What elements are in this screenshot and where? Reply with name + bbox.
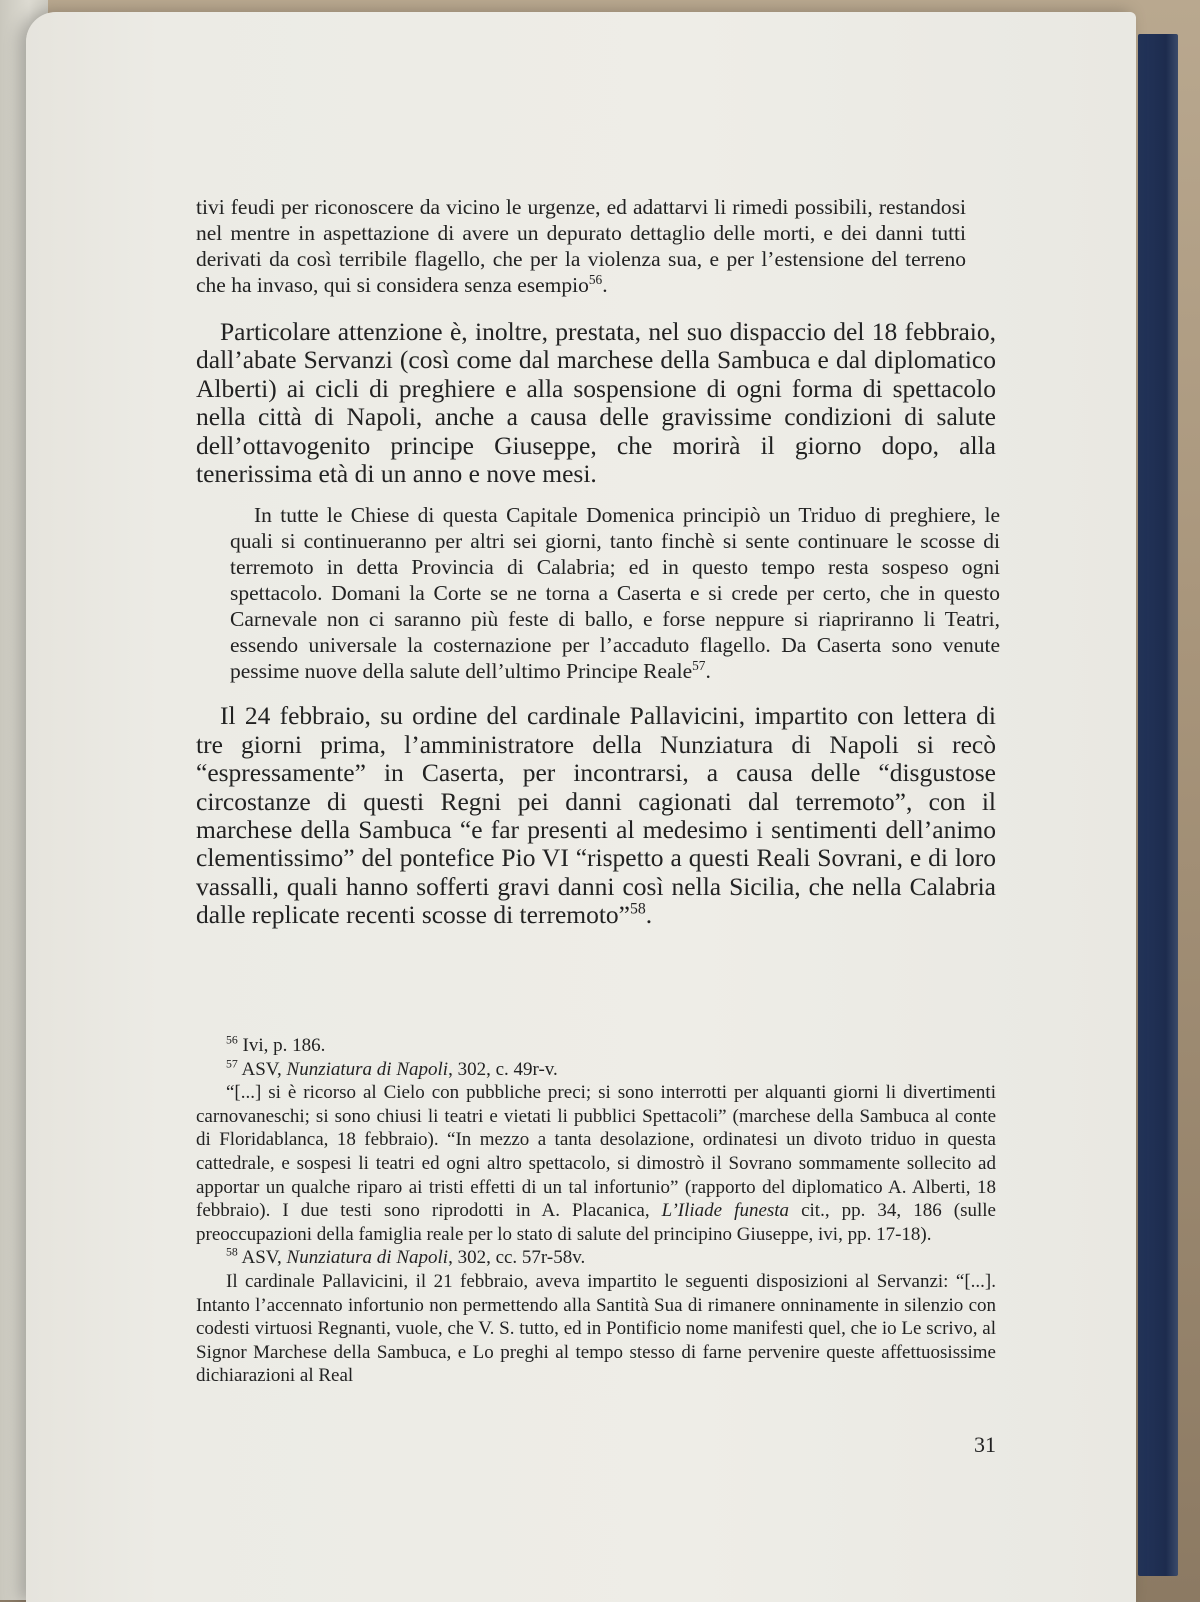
footnote-56: $^{56}$ Ivi, p. 186. [226, 1033, 326, 1056]
page-number: 31 [974, 1432, 996, 1457]
footnote-ref-58: 58 [630, 900, 646, 918]
footnote-ref-57: 57 [692, 658, 706, 674]
footnote-57-body: “[...] si è ricorso al Cielo con pubbliche preci; si sono interrotti per alquanti giorni li divertimenti carnovaneschi; si sono chiusi li teatri e vietati li pubblici Spettacoli” (marchese della Sambuca al conte di Floridablanca, 18 febbraio). “In mezzo a tanta desolazione, ordinatesi un divoto triduo in questa cattedrale, e sospesi li teatri ed ogni altro spettacolo, si dimostrò il Sovrano sommamente sollecito ad apportar un qualche riparo ai tristi effetti di un tal infortunio” (rapporto del diplomatico A. Alberti, 18 febbraio). I due testi sono riprodotti in A. Placanica, L’Iliade funesta cit., pp. 34, 186 (sulle preoccupazioni della famiglia reale per lo stato di salute del principino Giuseppe, ivi, pp. 17-18). [196, 1082, 996, 1245]
block-quote-2: In tutte le Chiese di questa Capitale Domenica principiò un Triduo di preghiere, le quali si continueranno per altri sei giorni, tanto finchè si sente continuare le scosse di terremoto in detta Provincia di Calabria; ed in questo tempo resta sospeso ogni spettacolo. Domani la Corte se ne torna a Caserta e si crede per certo, che in questo Carnevale non ci saranno più feste di ballo, e forse neppure si riapriranno li Teatri, essendo universale la costernazione per l’accaduto flagello. Da Caserta sono venute pessime nuove della salute dell’ultimo Principe Reale$^{57}$. [230, 503, 1000, 684]
page-content [196, 182, 1000, 1457]
book-page [26, 12, 1136, 1602]
book-cover-edge [1138, 34, 1178, 1576]
footnote-ref-56: 56 [588, 271, 603, 287]
footnote-57: $^{57}$ ASV, Nunziatura di Napoli, 302, c. 49r-v. [226, 1057, 558, 1080]
paragraph-1: Particolare attenzione è, inoltre, prestata, nel suo dispaccio del 18 febbraio, dall’abate Servanzi (così come dal marchese della Sambuca e dal diplomatico Alberti) ai cicli di preghiere e alla sospensione di ogni forma di spettacolo nella città di Napoli, anche a causa delle gravissime condizioni di salute dell’ottavogenito principe Giuseppe, che morirà il giorno dopo, alla tenerissima età di un anno e nove mesi. [196, 317, 996, 489]
block-quote-1: tivi feudi per riconoscere da vicino le urgenze, ed adattarvi li rimedi possibili, restandosi nel mentre in aspettazione di avere un depurato dettaglio delle morti, e dei danni tutti derivati da così terribile flagello, che per la violenza sua, e per l’estensione del terreno che ha invaso, qui si considera senza esempio$^{56}$. [196, 195, 966, 297]
footnote-58-body: Il cardinale Pallavicini, il 21 febbraio, aveva impartito le seguenti disposizioni al Servanzi: “[...]. Intanto l’accennato infortunio non permettendo alla Santità Sua di rimanere onninamente in silenzio con codesti virtuosi Regnanti, vuole, che V. S. tutto, ed in Pontificio nome manifesti quel, che io Le scrivo, al Signor Marchese della Sambuca, e Lo preghi al tempo stesso di farne pervenire queste affettuosissime dichiarazioni al Real [196, 1270, 996, 1387]
footnotes [196, 1034, 996, 1388]
paragraph-2: Il 24 febbraio, su ordine del cardinale Pallavicini, impartito con lettera di tre giorni prima, l’amministratore della Nunziatura di Napoli si recò “espressamente” in Caserta, per incontrarsi, a causa delle “disgustose circostanze di questi Regni pei danni cagionati dal terremoto”, con il marchese della Sambuca “e far presenti al medesimo i sentimenti dell’animo clementissimo” del pontefice Pio VI “rispetto a questi Reali Sovrani, e di loro vassalli, quali hanno sofferti gravi danni così nella Sicilia, che nella Calabria dalle replicate recenti scosse di terremoto”$^{58}$. [196, 701, 996, 930]
footnote-58: $^{58}$ ASV, Nunziatura di Napoli, 302, cc. 57r-58v. [226, 1246, 586, 1269]
